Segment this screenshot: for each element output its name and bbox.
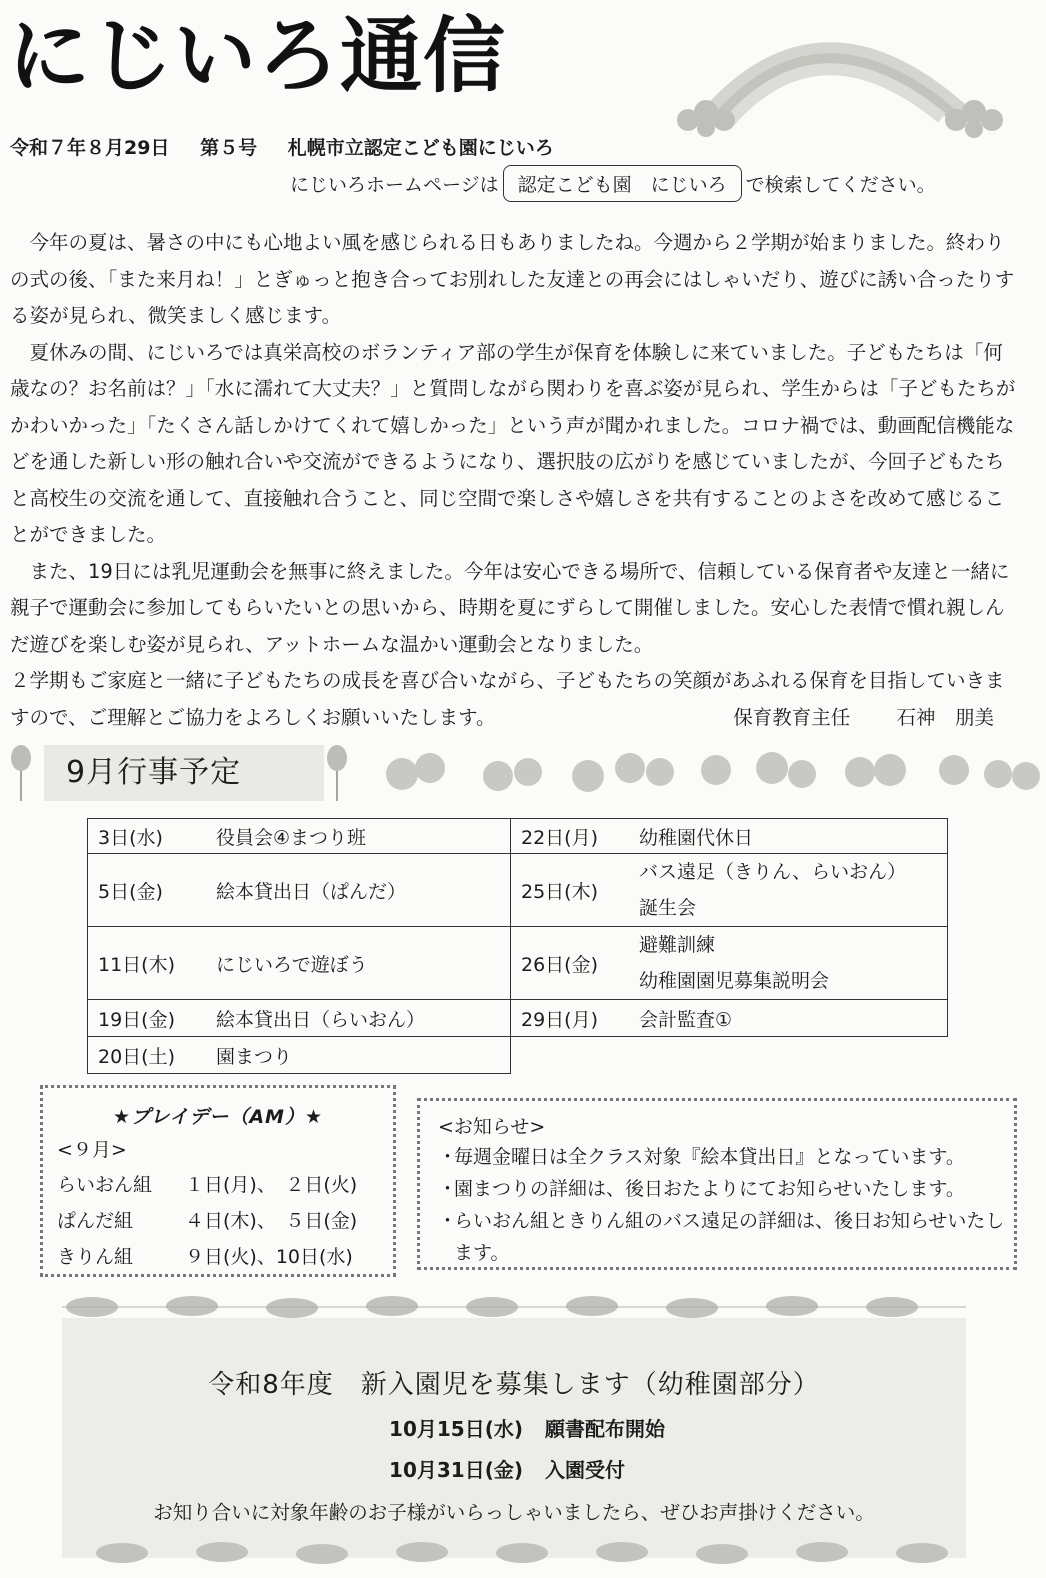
schedule-heading: 9月行事予定 xyxy=(44,745,324,801)
schedule-event: 絵本貸出日（らいおん） xyxy=(216,1008,426,1031)
schedule-cell xyxy=(88,819,511,854)
enrollment-text: 入園受付 xyxy=(545,1458,625,1482)
dots-decoration xyxy=(380,748,1042,798)
schedule-event: 会計監査① xyxy=(639,1008,733,1031)
notice-list xyxy=(438,1141,1014,1269)
playday-month: <９月> xyxy=(57,1139,127,1161)
schedule-event: 幼稚園園児募集説明会 xyxy=(639,970,830,992)
schedule-cell xyxy=(88,854,511,927)
playday-dates: ４日(木)、 ５日(金) xyxy=(185,1210,358,1232)
enrollment-date: 10月31日(金) xyxy=(389,1458,523,1482)
enrollment-row xyxy=(62,1454,966,1483)
enrollment-date: 10月15日(水) xyxy=(389,1417,523,1441)
notice-title: <お知らせ> xyxy=(438,1116,546,1138)
page-title: にじいろ通信 xyxy=(8,9,507,104)
schedule-event: 園まつり xyxy=(216,1045,293,1068)
homepage-notice xyxy=(290,165,936,202)
schedule-cell xyxy=(88,1037,511,1074)
letter-paragraph: 今年の夏は、暑さの中にも心地よい風を感じられる日もありましたね。今週から２学期が始まりました。終わりの式の後、「また来月ね！」とぎゅっと抱き合ってお別れした友達との再会にはしゃいだり、遊びに誘い合ったりする姿が見られ、微笑ましく感じます。 xyxy=(10,231,1015,327)
rainbow-illustration xyxy=(640,8,1040,138)
letter-closing: ２学期もご家庭と一緒に子どもたちの成長を喜び合いながら、子どもたちの笑顔があふれる保育を目指していきますので、ご理解とご協力をよろしくお願いいたします。 xyxy=(10,669,1005,729)
issue-number: 第５号 xyxy=(200,137,258,159)
schedule-day: 25日(木) xyxy=(521,880,599,903)
playday-row xyxy=(57,1239,393,1275)
schedule-event: 避難訓練 xyxy=(639,934,716,956)
signer-title: 保育教育主任 xyxy=(733,705,851,729)
leaf-border-bottom xyxy=(62,1538,966,1568)
schedule-cell xyxy=(88,1000,511,1037)
signature xyxy=(733,700,994,737)
leaf-border-top xyxy=(62,1292,966,1322)
enrollment-text: 願書配布開始 xyxy=(545,1417,665,1441)
schedule-day: 11日(木) xyxy=(98,953,176,976)
schedule-event: 幼稚園代休日 xyxy=(639,826,754,849)
schedule-cell xyxy=(511,1000,948,1037)
schedule-day: 3日(水) xyxy=(98,826,163,849)
schedule-day: 5日(金) xyxy=(98,880,163,903)
schedule-event: 役員会④まつり班 xyxy=(216,826,367,849)
playday-row xyxy=(57,1167,393,1203)
schedule-cell xyxy=(511,927,948,1000)
signer-name: 石神 朋美 xyxy=(896,705,994,729)
enrollment-panel xyxy=(62,1318,966,1558)
playday-dates: ９日(火)、10日(水) xyxy=(185,1246,353,1268)
organization-name: 札幌市立認定こども園にじいろ xyxy=(287,137,554,159)
playday-title: ★プレイデー（AM）★ xyxy=(113,1106,323,1128)
playday-dates: １日(月)、 ２日(火) xyxy=(185,1174,358,1196)
schedule-table xyxy=(87,818,948,1074)
notice-item: ・ 園まつりの詳細は、後日おたよりにてお知らせいたします。 xyxy=(438,1173,1014,1205)
letter-paragraph: また、19日には乳児運動会を無事に終えました。今年は安心できる場所で、信頼している保育者や友達と一緒に親子で運動会に参加してもらいたいとの思いから、時期を夏にずらして開催しました。安心した表情で慣れ親しんだ遊びを楽しむ姿が見られ、アットホームな温かい運動会となりました。 xyxy=(10,559,1010,656)
playday-row xyxy=(57,1203,393,1239)
playday-box xyxy=(40,1085,396,1277)
homepage-prefix: にじいろホームページは xyxy=(290,174,499,196)
notice-item: ・ 毎週金曜日は全クラス対象『絵本貸出日』となっています。 xyxy=(438,1141,1014,1173)
playday-group: ぱんだ組 xyxy=(57,1210,134,1232)
search-keyword-box: 認定こども園 にじいろ xyxy=(503,165,742,202)
schedule-event: 誕生会 xyxy=(639,897,697,919)
playday-group: きりん組 xyxy=(57,1246,134,1268)
balloon-left-icon xyxy=(6,743,36,803)
issue-date: 令和７年８月29日 xyxy=(10,137,170,159)
enrollment-row xyxy=(62,1413,966,1442)
notice-box xyxy=(417,1098,1017,1270)
notice-item: ・ らいおん組ときりん組のバス遠足の詳細は、後日お知らせいたします。 xyxy=(438,1205,1014,1269)
enrollment-title: 令和8年度 新入園児を募集します（幼稚園部分） xyxy=(208,1370,820,1400)
schedule-day: 20日(土) xyxy=(98,1045,176,1068)
balloon-right-icon xyxy=(322,743,352,803)
issue-meta xyxy=(10,133,554,160)
homepage-suffix: で検索してください。 xyxy=(745,174,936,196)
schedule-cell xyxy=(88,927,511,1000)
schedule-event: 絵本貸出日（ぱんだ） xyxy=(216,880,407,903)
schedule-day: 29日(月) xyxy=(521,1008,599,1031)
schedule-day: 22日(月) xyxy=(521,826,599,849)
greeting-letter xyxy=(10,225,1022,736)
schedule-day: 26日(金) xyxy=(521,953,599,976)
schedule-event: バス遠足（きりん、らいおん） xyxy=(639,861,907,883)
schedule-cell xyxy=(511,819,948,854)
schedule-event: にじいろで遊ぼう xyxy=(216,953,368,976)
enrollment-note: お知り合いに対象年齢のお子様がいらっしゃいましたら、ぜひお声掛けください。 xyxy=(153,1501,875,1524)
letter-paragraph: 夏休みの間、にじいろでは真栄高校のボランティア部の学生が保育を体験しに来ていました。子どもたちは「何歳なの？お名前は？」「水に濡れて大丈夫？」と質問しながら関わりを喜ぶ姿が見られ、学生からは「子どもたちがかわいかった」「たくさん話しかけてくれて嬉しかった」という声が聞かれました。コロナ禍では、動画配信機能などを通した新しい形の触れ合いや交流ができるようになり、選択肢の広がりを感じていましたが、今回子どもたちと高校生の交流を通して、直接触れ合うこと、同じ空間で楽しさや嬉しさを共有することのよさを改めて感じることができました。 xyxy=(10,340,1016,546)
letter-paragraph xyxy=(10,663,1022,736)
schedule-cell xyxy=(511,854,948,927)
playday-group: らいおん組 xyxy=(57,1174,153,1196)
schedule-day: 19日(金) xyxy=(98,1008,176,1031)
